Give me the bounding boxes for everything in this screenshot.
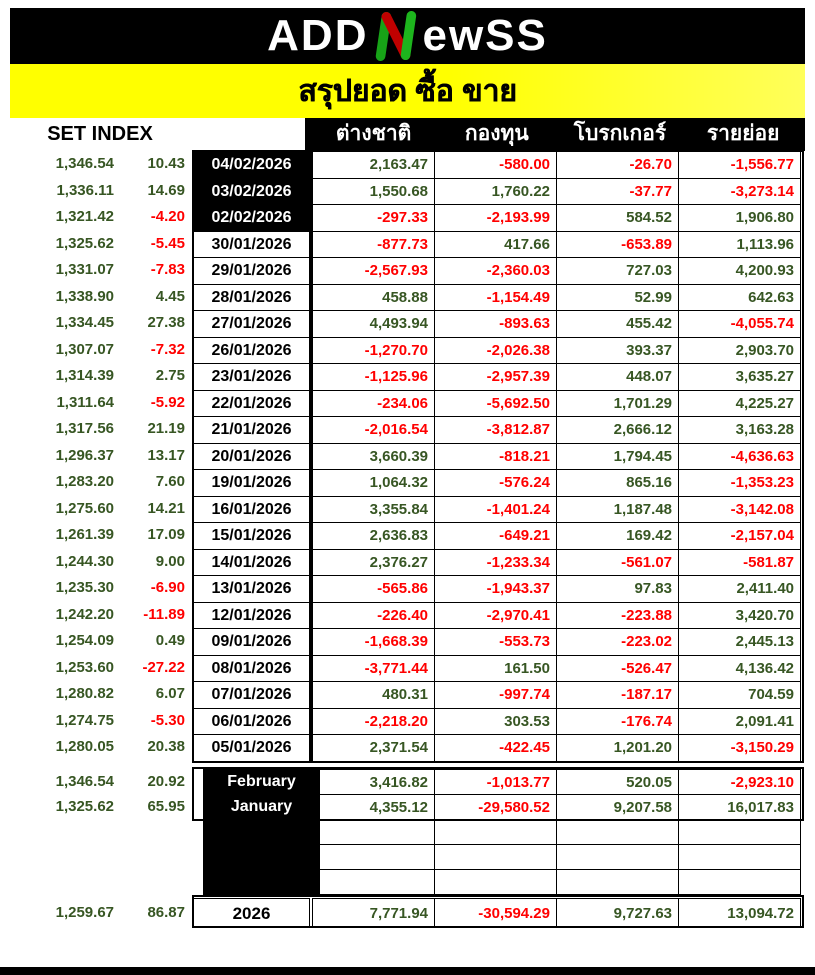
table-row: [10, 681, 815, 709]
set-index-value: 1,311.64: [56, 393, 114, 411]
column-header-retail: รายย่อย: [706, 122, 780, 145]
set-index-value: 1,296.37: [55, 446, 114, 464]
index-change: 4.45: [155, 287, 185, 305]
daily-rows: [0, 151, 815, 762]
monthly-section: [0, 769, 815, 895]
table-row: [10, 734, 815, 762]
index-change: 0.49: [155, 632, 185, 649]
fund-value: -580.00: [434, 151, 557, 179]
foreign-value: -1,668.39: [312, 628, 435, 656]
index-change: -11.89: [143, 605, 185, 623]
set-index-value: 1,338.90: [55, 287, 114, 305]
table-row: [10, 496, 815, 524]
fund-value: -5,692.50: [434, 390, 557, 418]
broker-value: -26.70: [556, 151, 679, 179]
foreign-value: [312, 844, 435, 870]
table-row: [10, 522, 815, 550]
banner-title: สรุปยอด ซื้อ ขาย: [298, 74, 517, 108]
retail-value: -1,556.77: [678, 151, 801, 179]
broker-value: 455.42: [556, 310, 679, 338]
set-index-value: 1,321.42: [55, 208, 114, 225]
retail-value: 2,411.40: [678, 575, 801, 603]
column-header-broker: โบรกเกอร์: [573, 122, 667, 145]
index-change: -7.83: [150, 261, 185, 278]
fund-value: 161.50: [434, 655, 557, 683]
index-change: -7.32: [150, 340, 185, 358]
foreign-value: -2,218.20: [312, 708, 435, 736]
table-row: [10, 257, 815, 285]
broker-value: 1,201.20: [556, 734, 679, 762]
addnewss-logo: [267, 11, 548, 61]
retail-value: -4,636.63: [678, 443, 801, 471]
fund-value: -997.74: [434, 681, 557, 709]
set-index-value: 1,325.62: [55, 234, 114, 252]
index-change: 14.69: [147, 181, 185, 199]
set-index-value: 1,274.75: [55, 711, 114, 729]
date-cell: 08/01/2026: [193, 655, 310, 683]
index-change: 20.38: [147, 738, 185, 755]
retail-value: [678, 869, 801, 895]
retail-value: 642.63: [678, 284, 801, 312]
retail-value: -581.87: [678, 549, 801, 577]
date-cell: 13/01/2026: [193, 575, 310, 603]
retail-value: 3,163.28: [678, 416, 801, 444]
logo-prefix: ADD: [267, 11, 369, 60]
table-row: [10, 898, 815, 928]
fund-value: [434, 819, 557, 845]
foreign-value: -2,016.54: [312, 416, 435, 444]
table-row: [10, 151, 815, 179]
date-cell: 16/01/2026: [193, 496, 310, 524]
set-index-value: [10, 844, 120, 870]
fund-value: -1,401.24: [434, 496, 557, 524]
set-index-value: 1,280.05: [55, 738, 114, 755]
table-row: [10, 337, 815, 365]
table-row: [10, 310, 815, 338]
date-cell: 28/01/2026: [193, 284, 310, 312]
foreign-value: 7,771.94: [312, 898, 435, 928]
foreign-value: [312, 819, 435, 845]
date-cell: 22/01/2026: [193, 390, 310, 418]
month-label-january: January: [230, 798, 293, 815]
broker-value: -561.07: [556, 549, 679, 577]
broker-value: 97.83: [556, 575, 679, 603]
foreign-value: 4,355.12: [312, 794, 435, 820]
foreign-value: 2,371.54: [312, 734, 435, 762]
fund-value: -576.24: [434, 469, 557, 497]
broker-value: 865.16: [556, 469, 679, 497]
fund-value: -649.21: [434, 522, 557, 550]
table-row: [10, 390, 815, 418]
set-index-value: 1,346.54: [55, 773, 114, 790]
foreign-value: 458.88: [312, 284, 435, 312]
retail-value: -4,055.74: [678, 310, 801, 338]
set-index-value: [10, 869, 120, 895]
retail-value: 13,094.72: [678, 898, 801, 928]
date-cell: 29/01/2026: [193, 257, 310, 285]
table-row: [10, 819, 815, 845]
broker-value: 584.52: [556, 204, 679, 232]
column-header-foreign: ต่างชาติ: [335, 122, 412, 145]
fund-value: -29,580.52: [434, 794, 557, 820]
retail-value: 16,017.83: [678, 794, 801, 820]
broker-value: 1,187.48: [556, 496, 679, 524]
fund-value: -1,233.34: [434, 549, 557, 577]
broker-value: -223.02: [556, 628, 679, 656]
index-change: 6.07: [155, 685, 185, 702]
index-change: 21.19: [147, 420, 185, 437]
foreign-value: -877.73: [312, 231, 435, 259]
footer-bar: [0, 967, 815, 975]
set-index-value: 1,325.62: [55, 798, 114, 815]
date-cell: 09/01/2026: [193, 628, 310, 656]
foreign-value: -565.86: [312, 575, 435, 603]
fund-value: -2,360.03: [434, 257, 557, 285]
index-change: 9.00: [155, 552, 185, 570]
broker-value: 1,701.29: [556, 390, 679, 418]
broker-value: [556, 869, 679, 895]
retail-value: 1,113.96: [678, 231, 801, 259]
index-change: -5.92: [150, 393, 185, 411]
date-cell: 27/01/2026: [193, 310, 310, 338]
fund-value: -1,154.49: [434, 284, 557, 312]
foreign-value: -1,125.96: [312, 363, 435, 391]
foreign-value: -2,567.93: [312, 257, 435, 285]
foreign-value: [312, 869, 435, 895]
broker-value: 9,727.63: [556, 898, 679, 928]
set-index-value: 1,242.20: [55, 605, 114, 623]
broker-value: -187.17: [556, 681, 679, 709]
foreign-value: 3,416.82: [312, 769, 435, 795]
table-row: [10, 769, 815, 795]
table-row: [10, 204, 815, 232]
retail-value: 4,225.27: [678, 390, 801, 418]
broker-value: 520.05: [556, 769, 679, 795]
set-index-value: 1,235.30: [55, 579, 114, 596]
retail-value: -3,273.14: [678, 178, 801, 206]
fund-value: -2,193.99: [434, 204, 557, 232]
table-row: [10, 231, 815, 259]
index-change: 27.38: [147, 314, 185, 331]
date-cell: 26/01/2026: [193, 337, 310, 365]
index-change: 14.21: [147, 499, 185, 517]
foreign-value: 1,064.32: [312, 469, 435, 497]
foreign-value: -226.40: [312, 602, 435, 630]
fund-value: 303.53: [434, 708, 557, 736]
retail-value: -2,923.10: [678, 769, 801, 795]
date-cell: 30/01/2026: [193, 231, 310, 259]
foreign-value: -297.33: [312, 204, 435, 232]
fund-value: -1,013.77: [434, 769, 557, 795]
retail-value: -3,142.08: [678, 496, 801, 524]
table-row: [10, 549, 815, 577]
year-row-container: [0, 898, 815, 928]
set-index-value: 1,261.39: [55, 526, 114, 543]
date-cell: 07/01/2026: [193, 681, 310, 709]
index-change: -5.45: [150, 234, 185, 252]
fund-value: -422.45: [434, 734, 557, 762]
index-change: -6.90: [150, 579, 185, 596]
set-index-header: SET INDEX: [47, 123, 153, 145]
date-cell: 06/01/2026: [193, 708, 310, 736]
broker-value: 169.42: [556, 522, 679, 550]
fund-value: -30,594.29: [434, 898, 557, 928]
retail-value: -1,353.23: [678, 469, 801, 497]
date-cell: 2026: [193, 898, 310, 928]
table-row: [10, 469, 815, 497]
fund-value: -2,026.38: [434, 337, 557, 365]
column-header-fund: กองทุน: [464, 122, 529, 145]
index-change: -4.20: [150, 208, 185, 225]
index-change: 20.92: [147, 773, 185, 790]
index-change: 86.87: [147, 904, 185, 921]
fund-value: -893.63: [434, 310, 557, 338]
fund-value: -818.21: [434, 443, 557, 471]
retail-value: 4,200.93: [678, 257, 801, 285]
date-cell: 14/01/2026: [193, 549, 310, 577]
retail-value: -3,150.29: [678, 734, 801, 762]
broker-value: 448.07: [556, 363, 679, 391]
retail-value: 2,903.70: [678, 337, 801, 365]
table-row: [10, 363, 815, 391]
retail-value: [678, 819, 801, 845]
table-row: [10, 178, 815, 206]
date-cell: 15/01/2026: [193, 522, 310, 550]
broker-value: -176.74: [556, 708, 679, 736]
fund-value: 417.66: [434, 231, 557, 259]
index-change: [120, 844, 190, 870]
index-change: 7.60: [155, 473, 185, 490]
foreign-value: 2,376.27: [312, 549, 435, 577]
retail-value: 1,906.80: [678, 204, 801, 232]
foreign-value: 4,493.94: [312, 310, 435, 338]
date-cell: 02/02/2026: [193, 204, 310, 232]
date-cell: 21/01/2026: [193, 416, 310, 444]
index-change: [120, 819, 190, 845]
broker-value: [556, 844, 679, 870]
date-cell: 04/02/2026: [193, 151, 310, 179]
set-index-value: 1,331.07: [55, 261, 114, 278]
broker-value: -526.47: [556, 655, 679, 683]
broker-value: 1,794.45: [556, 443, 679, 471]
index-change: 13.17: [147, 446, 185, 464]
month-label-block: [203, 769, 320, 895]
fund-value: -3,812.87: [434, 416, 557, 444]
foreign-value: -1,270.70: [312, 337, 435, 365]
retail-value: 3,635.27: [678, 363, 801, 391]
retail-value: 704.59: [678, 681, 801, 709]
table-row: [10, 628, 815, 656]
set-index-value: 1,275.60: [55, 499, 114, 517]
broker-value: -653.89: [556, 231, 679, 259]
table-row: [10, 443, 815, 471]
foreign-value: 3,355.84: [312, 496, 435, 524]
set-index-value: 1,253.60: [55, 658, 114, 676]
index-change: 65.95: [147, 798, 185, 815]
foreign-value: -234.06: [312, 390, 435, 418]
broker-value: 393.37: [556, 337, 679, 365]
index-change: -27.22: [142, 658, 185, 676]
table-row: [10, 794, 815, 820]
retail-value: 2,091.41: [678, 708, 801, 736]
set-index-value: 1,334.45: [55, 314, 114, 331]
foreign-value: 3,660.39: [312, 443, 435, 471]
foreign-value: -3,771.44: [312, 655, 435, 683]
index-change: [120, 869, 190, 895]
logo-suffix: ewSS: [422, 11, 548, 60]
index-change: 10.43: [147, 155, 185, 172]
date-cell: 23/01/2026: [193, 363, 310, 391]
month-label-february: February: [227, 773, 296, 790]
table-row: [10, 284, 815, 312]
logo-n-icon: [370, 11, 420, 61]
table-row: [10, 708, 815, 736]
date-cell: 20/01/2026: [193, 443, 310, 471]
broker-value: 2,666.12: [556, 416, 679, 444]
broker-value: -223.88: [556, 602, 679, 630]
date-cell: 05/01/2026: [193, 734, 310, 762]
retail-value: 2,445.13: [678, 628, 801, 656]
index-change: -5.30: [150, 711, 185, 729]
set-index-value: 1,254.09: [55, 632, 114, 649]
set-index-value: 1,244.30: [55, 552, 114, 570]
table-row: [10, 416, 815, 444]
date-cell: 12/01/2026: [193, 602, 310, 630]
foreign-value: 2,163.47: [312, 151, 435, 179]
fund-value: [434, 869, 557, 895]
fund-value: -2,957.39: [434, 363, 557, 391]
date-cell: 03/02/2026: [193, 178, 310, 206]
banner: [10, 64, 805, 118]
set-index-value: 1,283.20: [55, 473, 114, 490]
monthly-rows: [0, 769, 815, 895]
broker-value: 727.03: [556, 257, 679, 285]
set-index-value: 1,307.07: [55, 340, 114, 358]
foreign-value: 480.31: [312, 681, 435, 709]
set-index-value: 1,280.82: [55, 685, 114, 702]
set-index-value: 1,346.54: [55, 155, 114, 172]
broker-value: [556, 819, 679, 845]
table-row: [10, 869, 815, 895]
fund-value: [434, 844, 557, 870]
table-row: [10, 575, 815, 603]
table-row: [10, 844, 815, 870]
broker-value: 9,207.58: [556, 794, 679, 820]
fund-value: -2,970.41: [434, 602, 557, 630]
section-gap: [0, 762, 815, 770]
foreign-value: 2,636.83: [312, 522, 435, 550]
table-row: [10, 602, 815, 630]
fund-value: 1,760.22: [434, 178, 557, 206]
foreign-value: 1,550.68: [312, 178, 435, 206]
set-index-value: [10, 819, 120, 845]
broker-value: -37.77: [556, 178, 679, 206]
header-spacer: [190, 118, 305, 151]
set-index-value: 1,259.67: [55, 904, 114, 921]
retail-value: 4,136.42: [678, 655, 801, 683]
set-index-value: 1,314.39: [55, 367, 114, 384]
retail-value: -2,157.04: [678, 522, 801, 550]
index-change: 17.09: [147, 526, 185, 543]
fund-value: -1,943.37: [434, 575, 557, 603]
table-row: [10, 655, 815, 683]
retail-value: [678, 844, 801, 870]
set-index-value: 1,336.11: [56, 181, 114, 199]
fund-value: -553.73: [434, 628, 557, 656]
broker-value: 52.99: [556, 284, 679, 312]
index-change: 2.75: [155, 367, 185, 384]
retail-value: 3,420.70: [678, 602, 801, 630]
date-cell: 19/01/2026: [193, 469, 310, 497]
table-header-row: [10, 118, 815, 151]
set-index-value: 1,317.56: [55, 420, 114, 437]
masthead: [10, 8, 805, 64]
column-headers-bar: [305, 118, 805, 151]
